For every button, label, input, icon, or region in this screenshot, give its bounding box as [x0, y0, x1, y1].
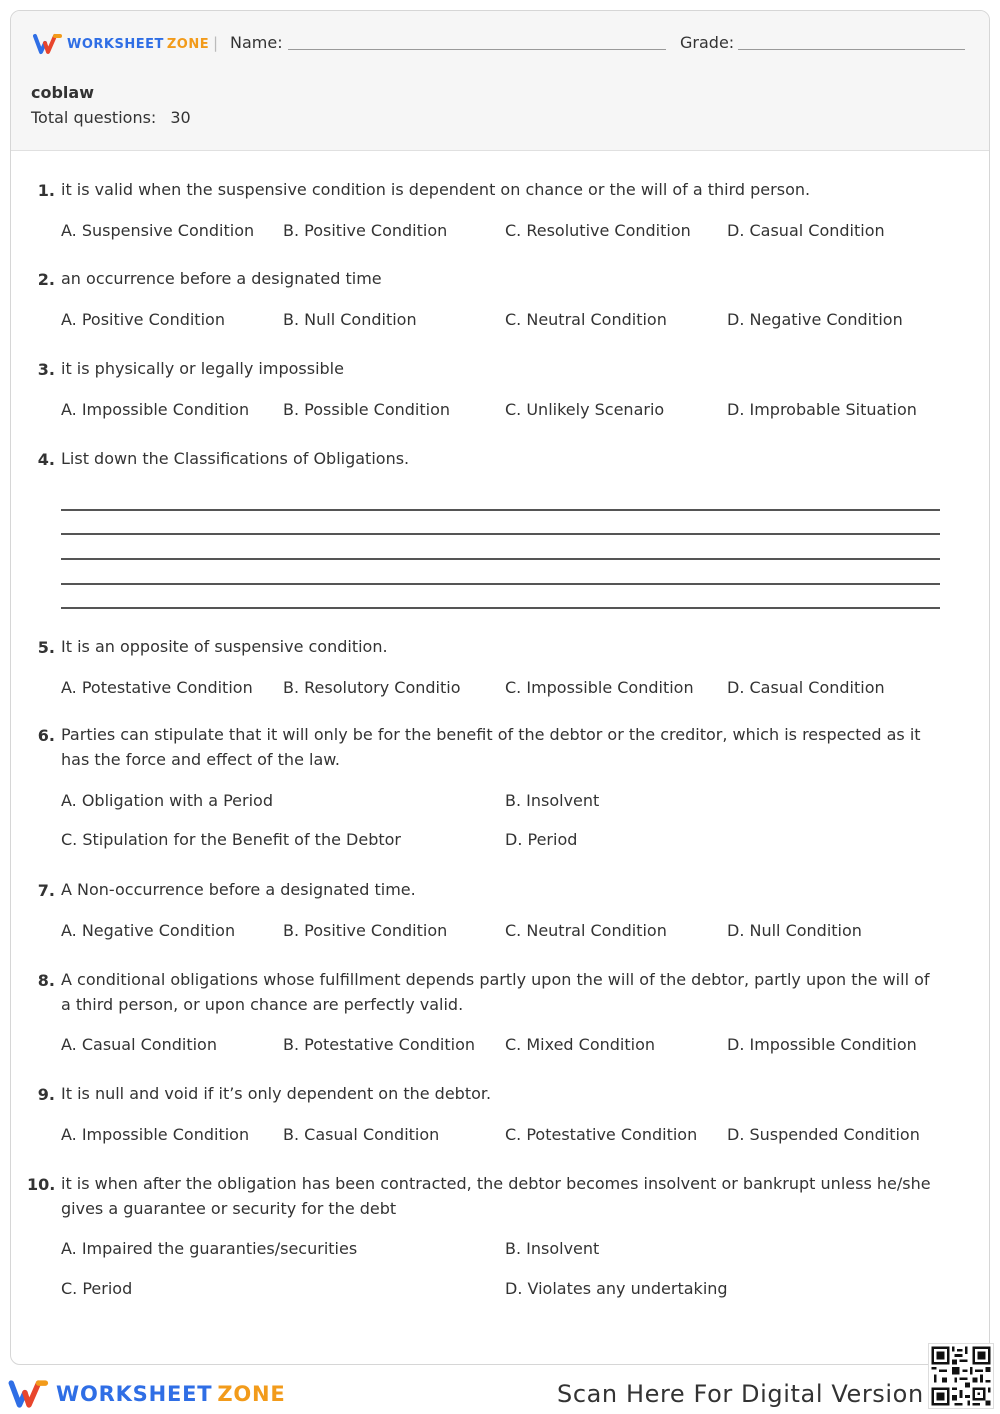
- grade-field[interactable]: [738, 49, 965, 50]
- scan-text: Scan Here For Digital Version: [557, 1380, 924, 1408]
- question-text: A Non-occurrence before a designated time.: [61, 880, 416, 899]
- question-number: 6.: [37, 726, 55, 745]
- worksheet-zone-logo-icon: [33, 33, 63, 55]
- option-a[interactable]: A. Impossible Condition: [61, 1125, 250, 1144]
- total-questions-label: Total questions:: [31, 108, 157, 127]
- option-a[interactable]: A. Impossible Condition: [61, 400, 250, 419]
- question-number: 4.: [37, 450, 55, 469]
- answer-line[interactable]: [61, 583, 940, 585]
- option-d[interactable]: D. Violates any undertaking: [505, 1279, 728, 1298]
- question-text: it is physically or legally impossible: [61, 359, 344, 378]
- option-c[interactable]: C. Neutral Condition: [505, 310, 667, 329]
- option-a[interactable]: A. Potestative Condition: [61, 678, 253, 697]
- question-number: 8.: [37, 971, 55, 990]
- name-field[interactable]: [288, 49, 666, 50]
- footer-brand: [8, 1378, 286, 1410]
- worksheet-title: coblaw: [31, 83, 94, 102]
- question-number: 9.: [37, 1085, 55, 1104]
- option-b[interactable]: B. Null Condition: [283, 310, 417, 329]
- option-a[interactable]: A. Negative Condition: [61, 921, 236, 940]
- option-b[interactable]: B. Positive Condition: [283, 921, 448, 940]
- option-d[interactable]: D. Suspended Condition: [727, 1125, 920, 1144]
- footer-brand-zone-text: ZONE: [217, 1382, 286, 1406]
- option-d[interactable]: D. Null Condition: [727, 921, 862, 940]
- question-text: List down the Classifications of Obligations.: [61, 449, 410, 468]
- answer-line[interactable]: [61, 607, 940, 609]
- option-a[interactable]: A. Suspensive Condition: [61, 221, 255, 240]
- option-b[interactable]: B. Resolutory Conditio: [283, 678, 461, 697]
- worksheet-sheet: [10, 10, 990, 1365]
- question-number: 3.: [37, 360, 55, 379]
- option-c[interactable]: C. Potestative Condition: [505, 1125, 698, 1144]
- total-questions: [31, 108, 191, 127]
- answer-line[interactable]: [61, 533, 940, 535]
- qr-code[interactable]: [928, 1343, 994, 1409]
- question-text: it is when after the obligation has been contracted, the debtor becomes insolvent or bankrupt unless he/she gives a guarantee or security for the debt: [61, 1174, 931, 1218]
- option-b[interactable]: B. Potestative Condition: [283, 1035, 476, 1054]
- option-c[interactable]: C. Impossible Condition: [505, 678, 694, 697]
- brand-zone-text: ZONE: [166, 36, 210, 52]
- worksheet-zone-logo-icon: [8, 1379, 50, 1409]
- brand-worksheet-text: WORKSHEET: [67, 36, 164, 52]
- header-brand: [33, 33, 209, 55]
- option-a[interactable]: A. Obligation with a Period: [61, 791, 273, 810]
- option-a[interactable]: A. Casual Condition: [61, 1035, 217, 1054]
- option-d[interactable]: D. Impossible Condition: [727, 1035, 917, 1054]
- option-c[interactable]: C. Mixed Condition: [505, 1035, 656, 1054]
- option-d[interactable]: D. Casual Condition: [727, 678, 885, 697]
- footer-brand-worksheet-text: WORKSHEET: [56, 1382, 213, 1406]
- header-separator: |: [213, 34, 219, 52]
- option-d[interactable]: D. Negative Condition: [727, 310, 903, 329]
- option-b[interactable]: B. Insolvent: [505, 1239, 600, 1258]
- option-a[interactable]: A. Positive Condition: [61, 310, 225, 329]
- question-text: an occurrence before a designated time: [61, 269, 382, 288]
- option-d[interactable]: D. Period: [505, 830, 578, 849]
- option-b[interactable]: B. Possible Condition: [283, 400, 451, 419]
- question-number: 1.: [37, 181, 55, 200]
- option-c[interactable]: C. Unlikely Scenario: [505, 400, 665, 419]
- option-b[interactable]: B. Casual Condition: [283, 1125, 440, 1144]
- question-text: it is valid when the suspensive condition is dependent on chance or the will of a third person.: [61, 180, 811, 199]
- question-number: 7.: [37, 881, 55, 900]
- worksheet-header: [11, 11, 989, 151]
- question-text: A conditional obligations whose fulfillment depends partly upon the will of the debtor, partly upon the will of a third person, or upon chance are perfectly valid.: [61, 970, 930, 1014]
- option-c[interactable]: C. Resolutive Condition: [505, 221, 691, 240]
- name-label: Name:: [230, 33, 283, 52]
- option-c[interactable]: C. Stipulation for the Benefit of the Debtor: [61, 830, 401, 849]
- question-text: It is an opposite of suspensive condition.: [61, 637, 388, 656]
- grade-label: Grade:: [680, 33, 735, 52]
- question-number: 10.: [27, 1175, 56, 1194]
- question-text: It is null and void if it’s only dependent on the debtor.: [61, 1084, 492, 1103]
- answer-line[interactable]: [61, 509, 940, 511]
- total-questions-value: 30: [170, 108, 191, 127]
- option-c[interactable]: C. Period: [61, 1279, 133, 1298]
- option-b[interactable]: B. Insolvent: [505, 791, 600, 810]
- option-b[interactable]: B. Positive Condition: [283, 221, 448, 240]
- question-text: Parties can stipulate that it will only be for the benefit of the debtor or the creditor, which is respected as it has the force and effect of the law.: [61, 725, 921, 769]
- option-c[interactable]: C. Neutral Condition: [505, 921, 667, 940]
- answer-line[interactable]: [61, 558, 940, 560]
- option-d[interactable]: D. Casual Condition: [727, 221, 885, 240]
- question-number: 5.: [37, 638, 55, 657]
- option-a[interactable]: A. Impaired the guaranties/securities: [61, 1239, 358, 1258]
- option-d[interactable]: D. Improbable Situation: [727, 400, 917, 419]
- qr-code-icon: [929, 1344, 993, 1408]
- question-number: 2.: [37, 270, 55, 289]
